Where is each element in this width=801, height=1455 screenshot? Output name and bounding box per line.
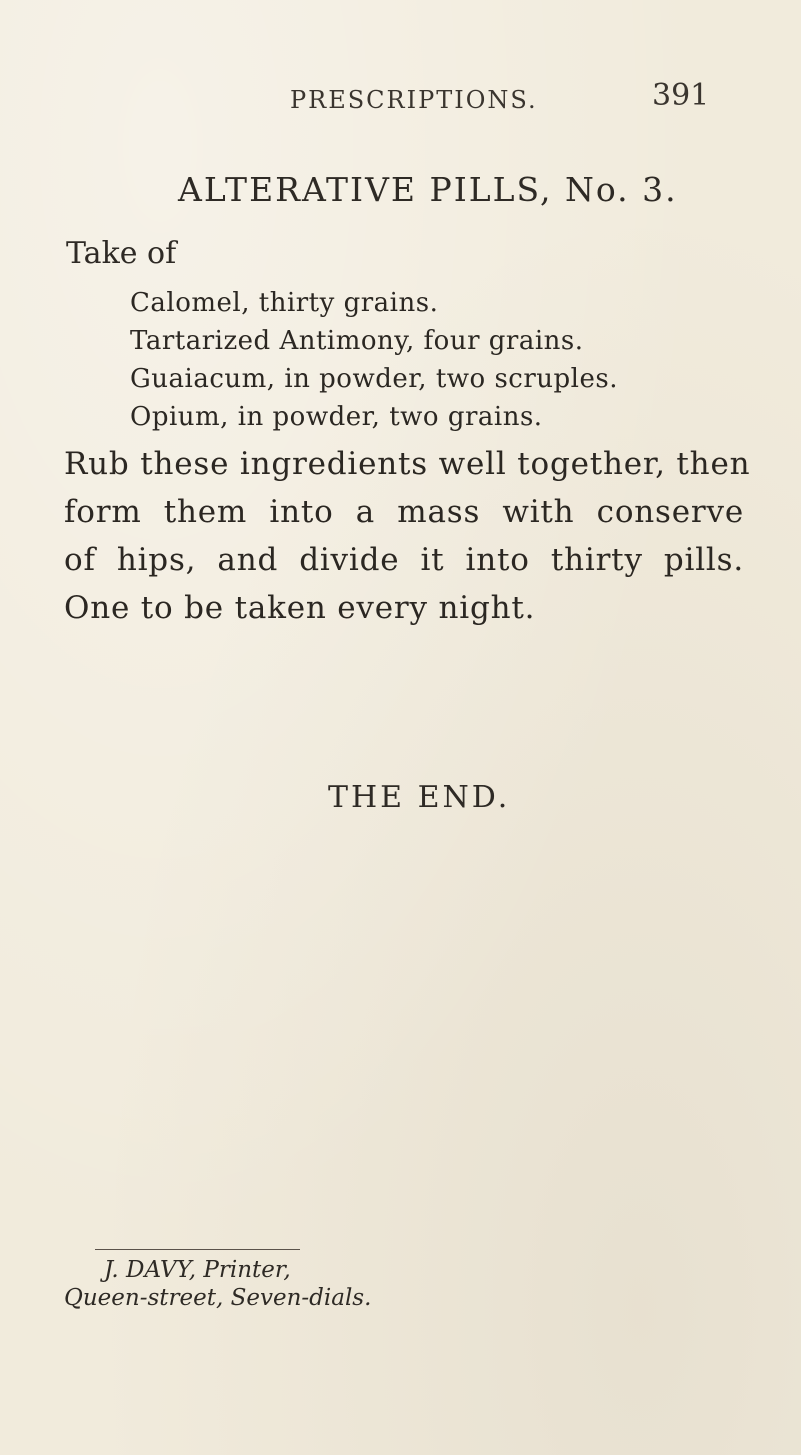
ingredient-item: Guaiacum, in powder, two scruples. [130, 364, 618, 394]
recipe-heading: ALTERATIVE PILLS, No. 3. [178, 170, 678, 209]
printer-address: Queen-street, Seven-dials. [64, 1285, 372, 1311]
page-number: 391 [652, 78, 710, 113]
running-head-title: PRESCRIPTIONS. [290, 86, 538, 114]
instructions-paragraph [64, 440, 751, 632]
instructions-line: One to be taken every night. [64, 590, 536, 626]
printer-name: J. DAVY, Printer, [104, 1257, 291, 1283]
instructions-line: Rub these ingredients well together, then [64, 446, 751, 482]
ingredient-list [130, 284, 618, 436]
ingredient-item: Opium, in powder, two grains. [130, 402, 543, 432]
instructions-line: of hips, and divide it into thirty pills. [64, 542, 744, 578]
take-of-label: Take of [66, 236, 177, 271]
the-end-text: THE END. [328, 780, 511, 815]
instructions-line: form them into a mass with conserve [64, 494, 744, 530]
ingredient-item: Tartarized Antimony, four grains. [130, 326, 584, 356]
imprint-divider [95, 1249, 300, 1250]
printer-imprint [64, 1256, 371, 1312]
ingredient-item: Calomel, thirty grains. [130, 288, 439, 318]
